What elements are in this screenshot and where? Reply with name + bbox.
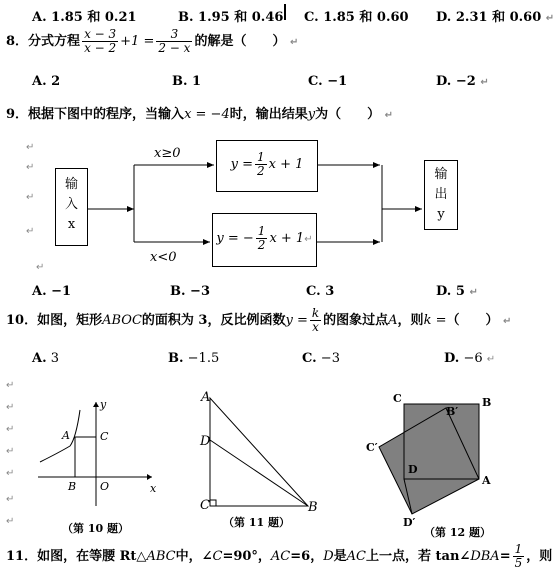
q11-stem: 11．如图，在等腰 Rt△ABC中，∠C=90°，AC=6，D是AC上一点，若 tan∠DBA= $\frac{1}{5}$ ，则 bbox=[6, 542, 553, 570]
q9-option-c: C. 3 bbox=[306, 284, 335, 299]
return-mark-icon: ↵ bbox=[6, 516, 15, 527]
fig12-label-c-prime: C′ bbox=[366, 441, 378, 454]
flow-lower-formula-box: y = − $\frac{1}{2}$ x + 1↵ bbox=[212, 213, 317, 267]
q8-option-a: A. 2 bbox=[32, 74, 61, 89]
q8-option-c: C. −1 bbox=[308, 74, 348, 89]
fig12-label-b: B bbox=[482, 396, 492, 409]
q8-option-d: D. −2 ↵ bbox=[436, 74, 489, 89]
flow-input-box: 输 入 x bbox=[55, 168, 88, 246]
fig10-label-y: y bbox=[100, 398, 107, 411]
fig10-label-c: C bbox=[100, 430, 109, 443]
flow-condition-upper: x≥0 bbox=[154, 146, 181, 161]
flow-condition-lower: x<0 bbox=[150, 250, 177, 265]
return-mark-icon: ↵ bbox=[36, 262, 45, 273]
fig11-label-c: C bbox=[200, 498, 210, 513]
fig10-label-a: A bbox=[62, 429, 70, 442]
return-mark-icon: ↵ bbox=[6, 468, 15, 479]
return-mark-icon: ↵ bbox=[6, 494, 15, 505]
q9-option-a: A. −1 bbox=[32, 284, 72, 299]
q8-fraction-2: $\frac{3}{2 - x}$ bbox=[158, 27, 191, 55]
fig11-label-d: D bbox=[200, 434, 211, 449]
fig11-label-a: A bbox=[201, 390, 211, 405]
return-mark-icon: ↵ bbox=[26, 192, 35, 203]
fig12-caption: （第 12 题） bbox=[424, 526, 491, 539]
fig12-label-c: C bbox=[393, 392, 402, 405]
fig10-label-o: O bbox=[100, 480, 110, 493]
q9-option-d: D. 5 ↵ bbox=[436, 284, 478, 299]
q8-fraction-1: $\frac{x - 3}{x - 2}$ bbox=[84, 27, 117, 55]
fig12-label-d-prime: D′ bbox=[403, 516, 416, 529]
flow-output-box: 输 出 y bbox=[424, 160, 458, 230]
return-mark-icon: ↵ bbox=[26, 162, 35, 173]
q7-option-c: C. 1.85 和 0.60 bbox=[304, 10, 409, 25]
q7-option-a: A. 1.85 和 0.21 bbox=[32, 10, 137, 25]
return-mark-icon: ↵ bbox=[384, 110, 394, 121]
return-mark-icon: ↵ bbox=[486, 354, 496, 365]
fig10-label-x: x bbox=[150, 482, 157, 495]
return-mark-icon: ↵ bbox=[6, 380, 15, 391]
q9-stem: 9．根据下图中的程序，当输入x = −4时，输出结果y为（ ） ↵ bbox=[6, 107, 394, 122]
q8-stem: 8．分式方程 $\frac{x - 3}{x - 2}$ +1 = $\frac{3}{2 - x}$ 的解是（ ） ↵ bbox=[6, 27, 299, 55]
return-mark-icon: ↵ bbox=[480, 77, 489, 88]
q10-option-c: C. −3 bbox=[302, 351, 340, 366]
q8-option-b: B. 1 bbox=[172, 74, 202, 89]
return-mark-icon: ↵ bbox=[6, 402, 15, 413]
q9-option-b: B. −3 bbox=[170, 284, 210, 299]
q7-option-d: D. 2.31 和 0.60 ↵ bbox=[436, 10, 555, 25]
return-mark-icon: ↵ bbox=[290, 37, 299, 48]
q10-option-d: D. −6 ↵ bbox=[444, 351, 496, 366]
return-mark-icon: ↵ bbox=[545, 13, 555, 24]
return-mark-icon: ↵ bbox=[6, 446, 15, 457]
fig11-label-b: B bbox=[308, 500, 318, 515]
fig10-caption: （第 10 题） bbox=[62, 522, 129, 535]
fig12-label-b-prime: B′ bbox=[446, 405, 459, 418]
flow-upper-formula-box: y = $\frac{1}{2}$ x + 1 bbox=[216, 140, 318, 192]
fig12-label-d: D bbox=[408, 463, 418, 476]
return-mark-icon: ↵ bbox=[26, 226, 35, 237]
q7-option-b: B. 1.95 和 0.46 bbox=[178, 10, 284, 25]
return-mark-icon: ↵ bbox=[26, 142, 35, 153]
q10-option-b: B. −1.5 bbox=[168, 351, 220, 366]
q10-stem: 10．如图，矩形ABOC的面积为 3，反比例函数y = $\frac{k}{x}$ 的图象过点A，则k =（ ） ↵ bbox=[6, 306, 512, 334]
return-mark-icon: ↵ bbox=[469, 287, 478, 298]
fig11-caption: （第 11 题） bbox=[223, 516, 290, 529]
q10-option-a: A. 3 bbox=[32, 351, 60, 366]
return-mark-icon: ↵ bbox=[6, 424, 15, 435]
return-mark-icon: ↵ bbox=[503, 316, 512, 327]
fig12-label-a: A bbox=[482, 474, 491, 487]
fig10-label-b: B bbox=[68, 480, 77, 493]
